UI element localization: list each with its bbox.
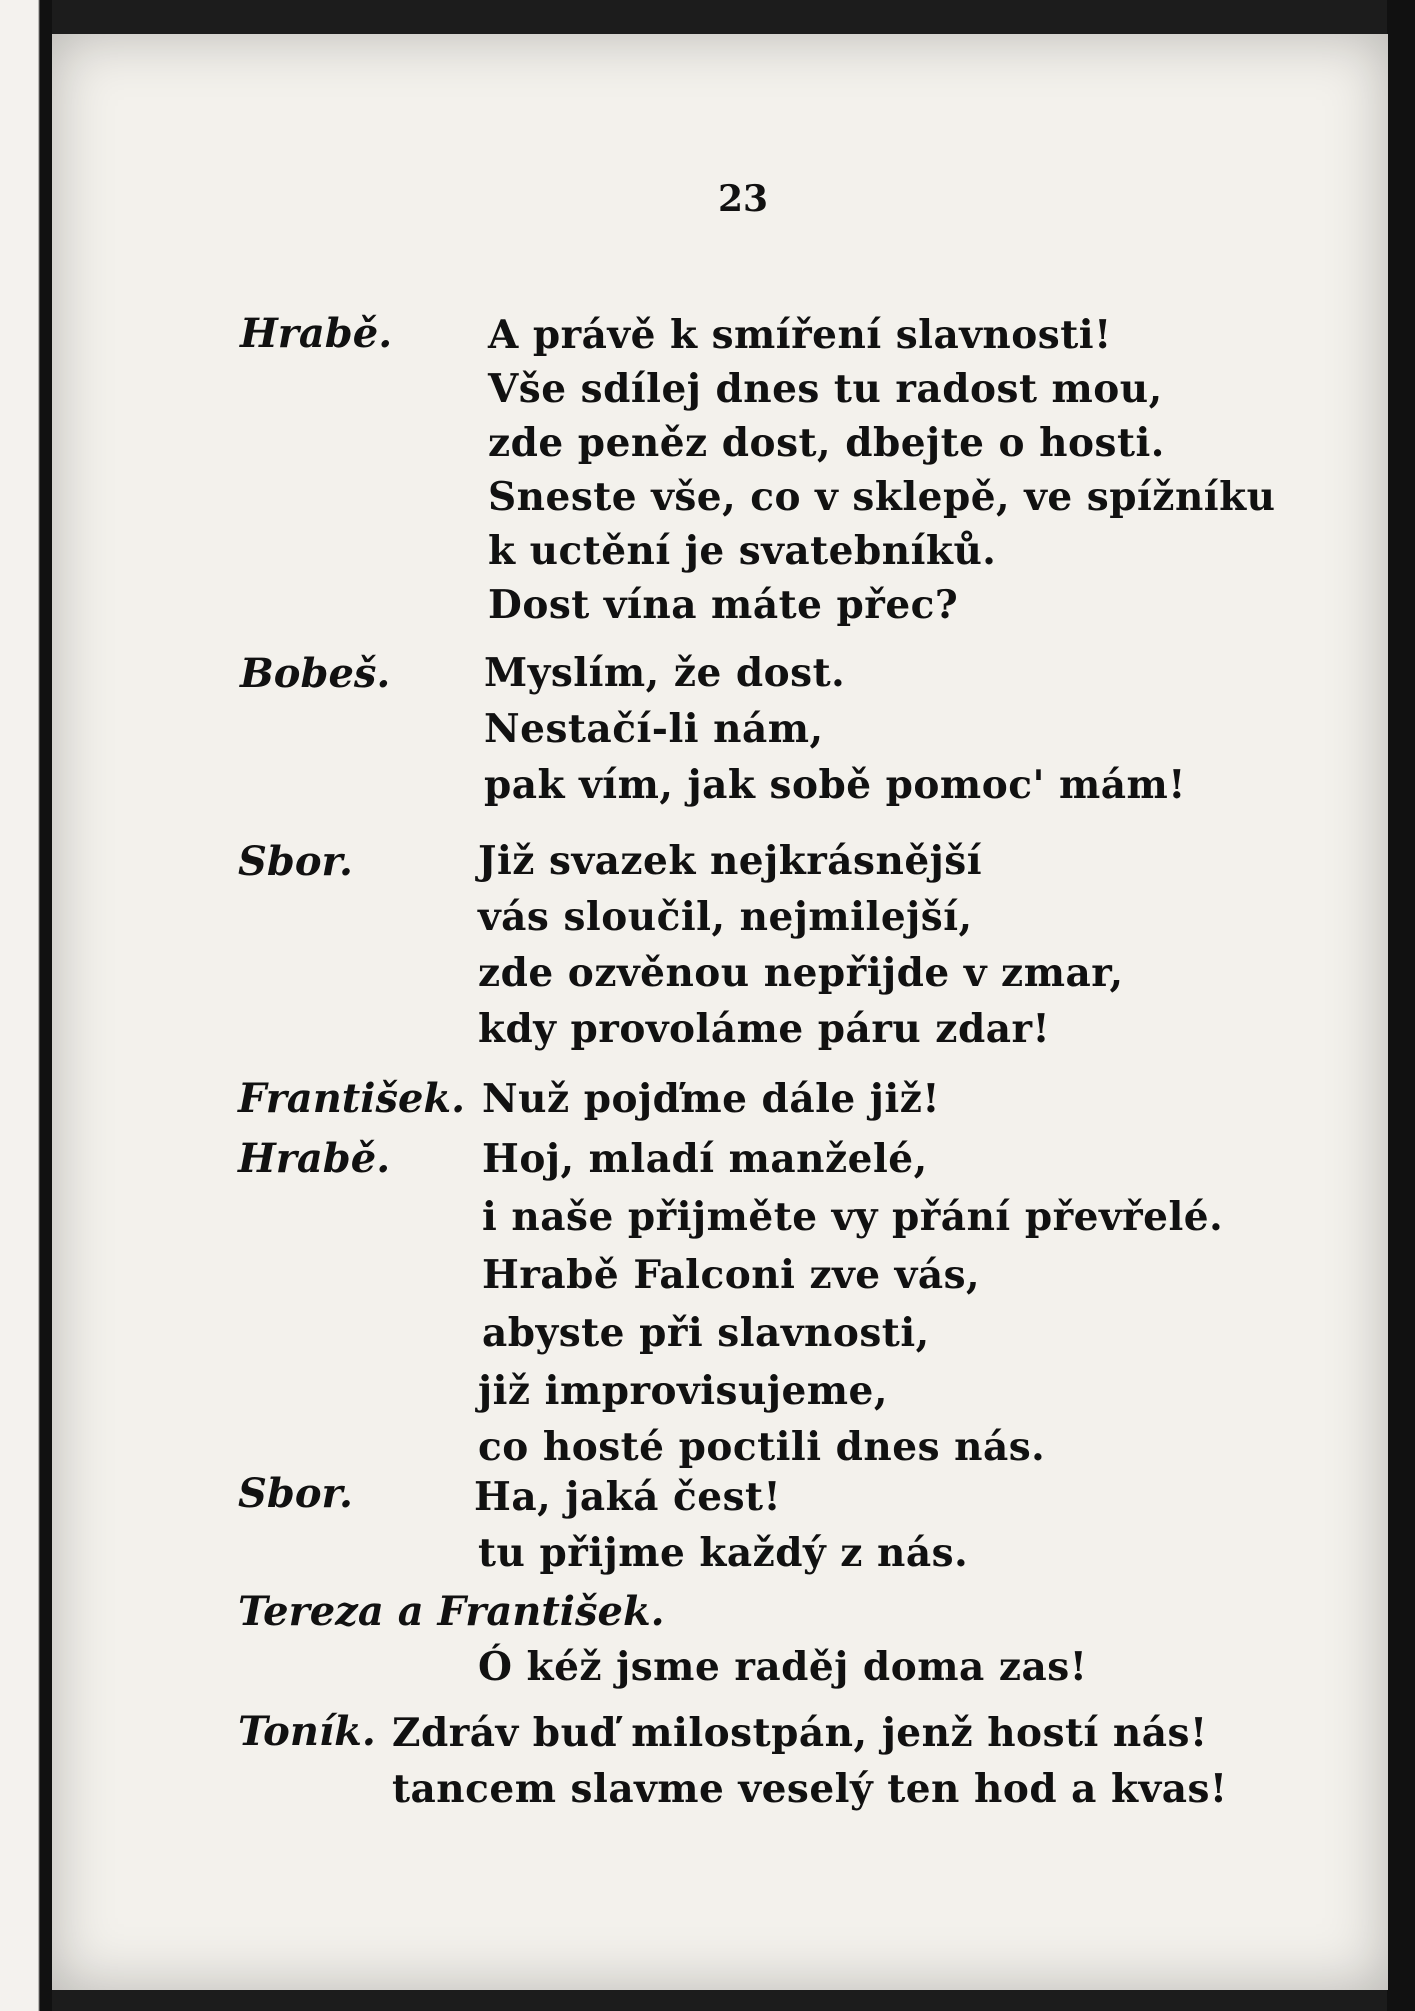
verse-line: k uctění je svatebníků.: [488, 528, 997, 574]
verse-line: již improvisujeme,: [478, 1368, 888, 1414]
verse-line: abyste při slavnosti,: [482, 1310, 930, 1356]
verse-line: Sneste vše, co v sklepě, ve spížníku: [488, 474, 1276, 520]
verse-line: tancem slavme veselý ten hod a kvas!: [392, 1766, 1228, 1812]
verse-line: Vše sdílej dnes tu radost mou,: [488, 366, 1163, 412]
verse-line: Hoj, mladí manželé,: [482, 1136, 928, 1182]
verse-line: Zdráv buď milostpán, jenž hostí nás!: [392, 1710, 1208, 1756]
verse-line: tu přijme každý z nás.: [478, 1530, 969, 1576]
speaker-frantisek: František.: [238, 1075, 466, 1122]
verse-line: Nuž pojďme dále již!: [482, 1076, 940, 1122]
speaker-tonik: Toník.: [238, 1708, 376, 1755]
verse-line: Nestačí-li nám,: [484, 706, 824, 752]
verse-line: zde ozvěnou nepřijde v zmar,: [478, 950, 1124, 996]
verse-line: Ó kéž jsme raděj doma zas!: [478, 1644, 1088, 1690]
speaker-bobes: Bobeš.: [240, 650, 391, 697]
speaker-hrabe-2: Hrabě.: [238, 1135, 391, 1182]
verse-line: i naše přijměte vy přání převřelé.: [482, 1194, 1224, 1240]
verse-line: pak vím, jak sobě pomoc' mám!: [484, 762, 1186, 808]
verse-line: Dost vína máte přec?: [488, 582, 959, 628]
verse-line: Již svazek nejkrásnější: [478, 838, 983, 884]
book-spine-edge: [0, 0, 52, 2011]
verse-line: Hrabě Falconi zve vás,: [482, 1252, 981, 1298]
verse-line: co hosté poctili dnes nás.: [478, 1424, 1046, 1470]
speaker-hrabe: Hrabě.: [240, 310, 393, 357]
verse-line: Myslím, že dost.: [484, 650, 846, 696]
speaker-sbor-2: Sbor.: [238, 1470, 353, 1517]
speaker-tereza-a-frantisek: Tereza a František.: [238, 1588, 665, 1635]
verse-line: zde peněz dost, dbejte o hosti.: [488, 420, 1165, 466]
verse-line: vás sloučil, nejmilejší,: [478, 894, 973, 940]
page-number: 23: [718, 178, 769, 220]
speaker-sbor: Sbor.: [238, 838, 353, 885]
verse-line: Ha, jaká čest!: [474, 1474, 782, 1520]
verse-line: kdy provoláme páru zdar!: [478, 1006, 1051, 1052]
verse-line: A právě k smíření slavnosti!: [488, 312, 1112, 358]
page-right-edge: [1387, 0, 1415, 2011]
